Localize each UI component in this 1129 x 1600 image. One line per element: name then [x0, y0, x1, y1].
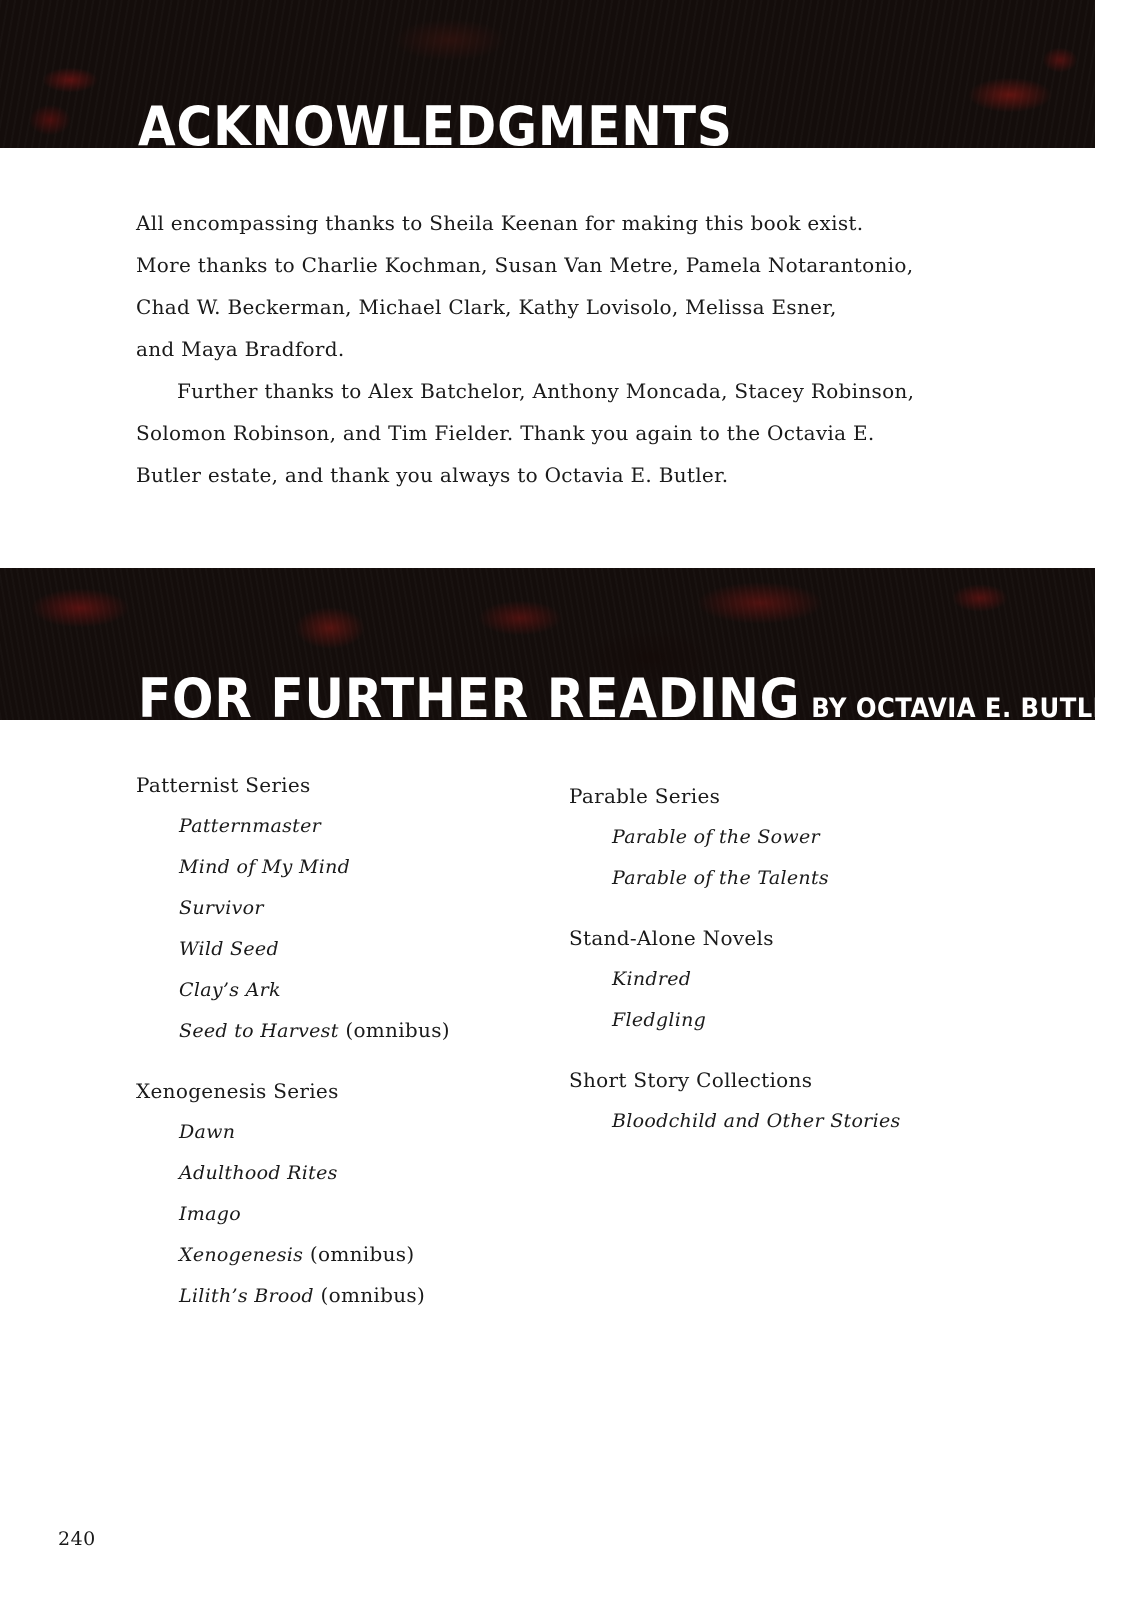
book-list: [569, 1100, 989, 1141]
book-title: Imago: [179, 1203, 241, 1225]
acknowledgments-text: [136, 202, 936, 496]
book-item: [179, 846, 536, 887]
acknowledgment-line: and Maya Bradford.: [136, 337, 345, 361]
reading-list-right-column: [569, 776, 989, 1161]
acknowledgments-heading: ACKNOWLEDGMENTS: [138, 95, 733, 158]
reading-list-left-column: [136, 765, 536, 1336]
book-list: [136, 805, 536, 1051]
acknowledgments-banner: [0, 0, 1095, 158]
series-title: Parable Series: [569, 784, 721, 808]
series-title: Short Story Collections: [569, 1068, 813, 1092]
book-item: [179, 928, 536, 969]
acknowledgment-line: More thanks to Charlie Kochman, Susan Van Metre, Pamela Notarantonio,: [136, 253, 914, 277]
series-title: Patternist Series: [136, 773, 311, 797]
book-item: [612, 857, 989, 898]
book-item: [179, 1234, 536, 1275]
series-title: Stand-Alone Novels: [569, 926, 774, 950]
book-item: [179, 1010, 536, 1051]
further-reading-title: FOR FURTHER READING: [138, 667, 801, 730]
book-title: Wild Seed: [179, 938, 279, 960]
book-title: Parable of the Talents: [612, 867, 829, 889]
series-block: [569, 776, 989, 898]
book-item: [179, 1152, 536, 1193]
book-item: [179, 1111, 536, 1152]
book-title: Xenogenesis: [179, 1244, 304, 1266]
book-title: Bloodchild and Other Stories: [612, 1110, 901, 1132]
book-list: [136, 1111, 536, 1316]
further-reading-subtitle: BY OCTAVIA E. BUTLER: [811, 693, 1129, 724]
series-block: [569, 918, 989, 1040]
book-item: [179, 887, 536, 928]
further-reading-heading: [138, 667, 1129, 730]
acknowledgment-line: Butler estate, and thank you always to Octavia E. Butler.: [136, 463, 729, 487]
acknowledgment-line: Further thanks to Alex Batchelor, Anthony Moncada, Stacey Robinson,: [177, 379, 915, 403]
book-title: Mind of My Mind: [179, 856, 351, 878]
book-title: Survivor: [179, 897, 264, 919]
book-title: Seed to Harvest: [179, 1020, 339, 1042]
series-title: Xenogenesis Series: [136, 1079, 339, 1103]
book-title: Patternmaster: [179, 815, 322, 837]
book-item: [612, 999, 989, 1040]
book-note: (omnibus): [309, 1242, 415, 1266]
book-note: (omnibus): [320, 1283, 426, 1307]
series-block: [136, 1071, 536, 1316]
series-block: [569, 1060, 989, 1141]
book-item: [179, 805, 536, 846]
book-item: [612, 1100, 989, 1141]
book-title: Dawn: [179, 1121, 236, 1143]
book-note: (omnibus): [345, 1018, 450, 1042]
book-item: [612, 958, 989, 999]
book-item: [179, 1275, 536, 1316]
page-number: 240: [58, 1528, 96, 1550]
book-title: Parable of the Sower: [612, 826, 820, 848]
acknowledgment-line: Chad W. Beckerman, Michael Clark, Kathy Lovisolo, Melissa Esner,: [136, 295, 837, 319]
book-title: Clay’s Ark: [179, 979, 281, 1001]
book-title: Fledgling: [612, 1009, 707, 1031]
series-block: [136, 765, 536, 1051]
acknowledgment-line: Solomon Robinson, and Tim Fielder. Thank you again to the Octavia E.: [136, 421, 875, 445]
book-item: [179, 969, 536, 1010]
book-title: Adulthood Rites: [179, 1162, 338, 1184]
book-item: [612, 816, 989, 857]
book-title: Kindred: [612, 968, 692, 990]
acknowledgment-line: All encompassing thanks to Sheila Keenan for making this book exist.: [136, 211, 864, 235]
book-list: [569, 816, 989, 898]
book-title: Lilith’s Brood: [179, 1285, 314, 1307]
further-reading-banner: [0, 568, 1129, 730]
book-list: [569, 958, 989, 1040]
book-item: [179, 1193, 536, 1234]
